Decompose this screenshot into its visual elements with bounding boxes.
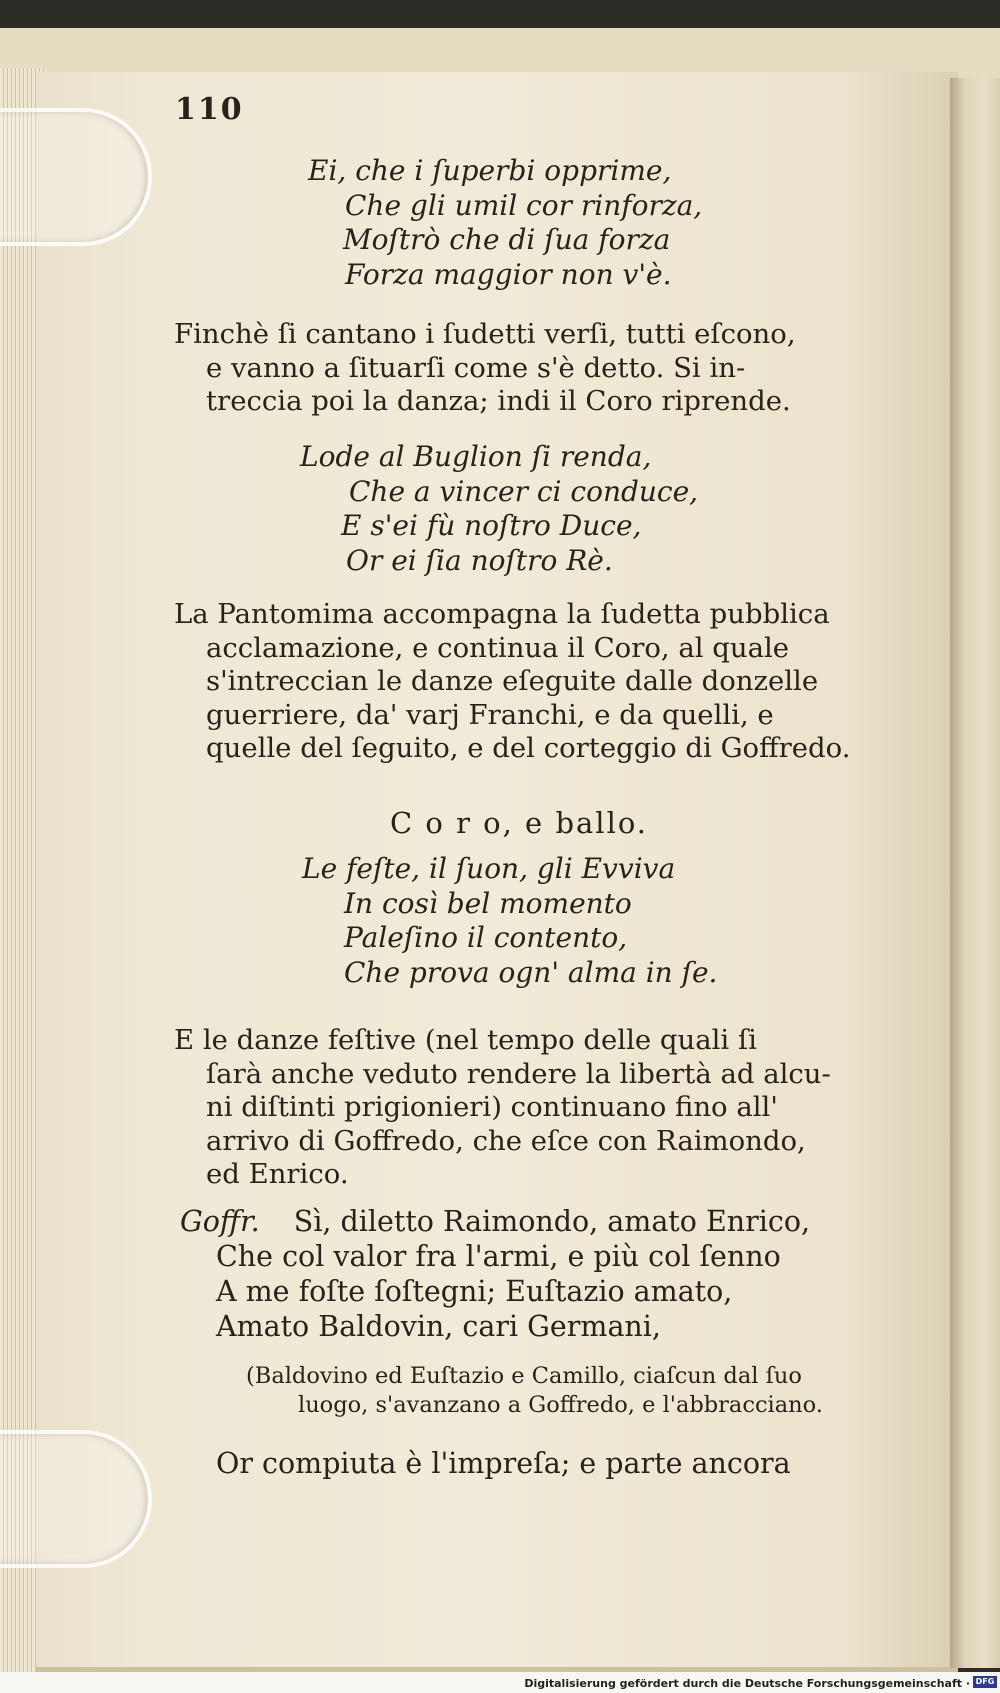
stage-direction-1 — [174, 318, 796, 419]
prose-line: e vanno a ſituarſi come s'è detto. Si in- — [206, 351, 746, 384]
prose-line: ſarà anche veduto rendere la libertà ad alcu- — [206, 1057, 831, 1090]
dfg-logo-icon: DFG — [973, 1676, 997, 1688]
verse-line: In così bel momento — [344, 886, 632, 920]
speech-line — [180, 1204, 810, 1239]
prose-line: ni diſtinti prigionieri) continuano fino all' — [206, 1091, 778, 1123]
speech-goffredo-continued — [216, 1446, 791, 1481]
prose-line: E le danze feſtive (nel tempo delle quali ſi — [174, 1024, 757, 1056]
prose-line: La Pantomima accompagna la ſudetta pubblica — [174, 598, 830, 630]
stage-note-line: luogo, s'avanzano a Goffredo, e l'abbracciano. — [298, 1392, 823, 1418]
speech-goffredo — [180, 1204, 810, 1344]
verse-line: Che a vincer ci conduce, — [349, 474, 699, 508]
stage-note-line: (Baldovino ed Euſtazio e Camillo, ciaſcun dal ſuo — [246, 1363, 802, 1389]
footer-credit: Digitalisierung gefördert durch die Deutsche Forschungsgemeinschaft · — [524, 1677, 970, 1690]
page-number: 110 — [175, 92, 244, 127]
verse-stanza-3 — [302, 852, 717, 990]
verse-stanza-1 — [308, 154, 702, 292]
speech-line: Amato Baldovin, cari Germani, — [216, 1310, 661, 1343]
footer-bar — [0, 1672, 1000, 1693]
prose-line: quelle del ſeguito, e del corteggio di Goffredo. — [206, 732, 851, 764]
speaker-name: Goffr. — [180, 1205, 260, 1238]
verse-stanza-2 — [300, 440, 698, 578]
prose-line: acclamazione, e continua il Coro, al quale — [206, 631, 790, 664]
verse-line: Lode al Buglion ſi renda, — [300, 440, 652, 473]
verse-line: Paleſino il contento, — [344, 921, 628, 954]
prose-line: arrivo di Goffredo, che eſce con Raimondo, — [206, 1124, 806, 1157]
stage-note — [246, 1362, 823, 1420]
verse-line: Moſtrò che di ſua forza — [343, 223, 671, 256]
speech-line: A me foſte ſoſtegni; Euſtazio amato, — [216, 1275, 733, 1308]
prose-line: guerriere, da' varj Franchi, e da quelli, e — [206, 698, 774, 731]
stage-direction-3 — [174, 1024, 831, 1192]
verse-line: Le feſte, il ſuon, gli Evviva — [302, 852, 676, 885]
prose-line: ed Enrico. — [206, 1158, 349, 1190]
stage-direction-2 — [174, 598, 850, 766]
verse-line: Ei, che i ſuperbi opprime, — [308, 154, 672, 187]
verse-line: E s'ei fù noſtro Duce, — [341, 509, 642, 542]
section-heading: C o r o, e ballo. — [390, 806, 649, 840]
prose-line: s'intreccian le danze eſeguite dalle donzelle — [206, 665, 819, 697]
verse-line: Or ei ſia noſtro Rè. — [346, 543, 613, 577]
verse-line: Che gli umil cor rinforza, — [345, 188, 703, 222]
prose-line: Finchè ſi cantano i ſudetti verſi, tutti eſcono, — [174, 318, 796, 350]
speech-line: Or compiuta è l'impreſa; e parte ancora — [216, 1447, 791, 1480]
speech-line: Che col valor fra l'armi, e più col ſenno — [216, 1240, 781, 1273]
verse-line: Che prova ogn' alma in ſe. — [344, 955, 718, 989]
verse-line: Forza maggior non v'è. — [345, 257, 672, 291]
prose-line: treccia poi la danza; indi il Coro riprende. — [206, 385, 791, 417]
speech-text: Sì, diletto Raimondo, amato Enrico, — [293, 1205, 811, 1238]
